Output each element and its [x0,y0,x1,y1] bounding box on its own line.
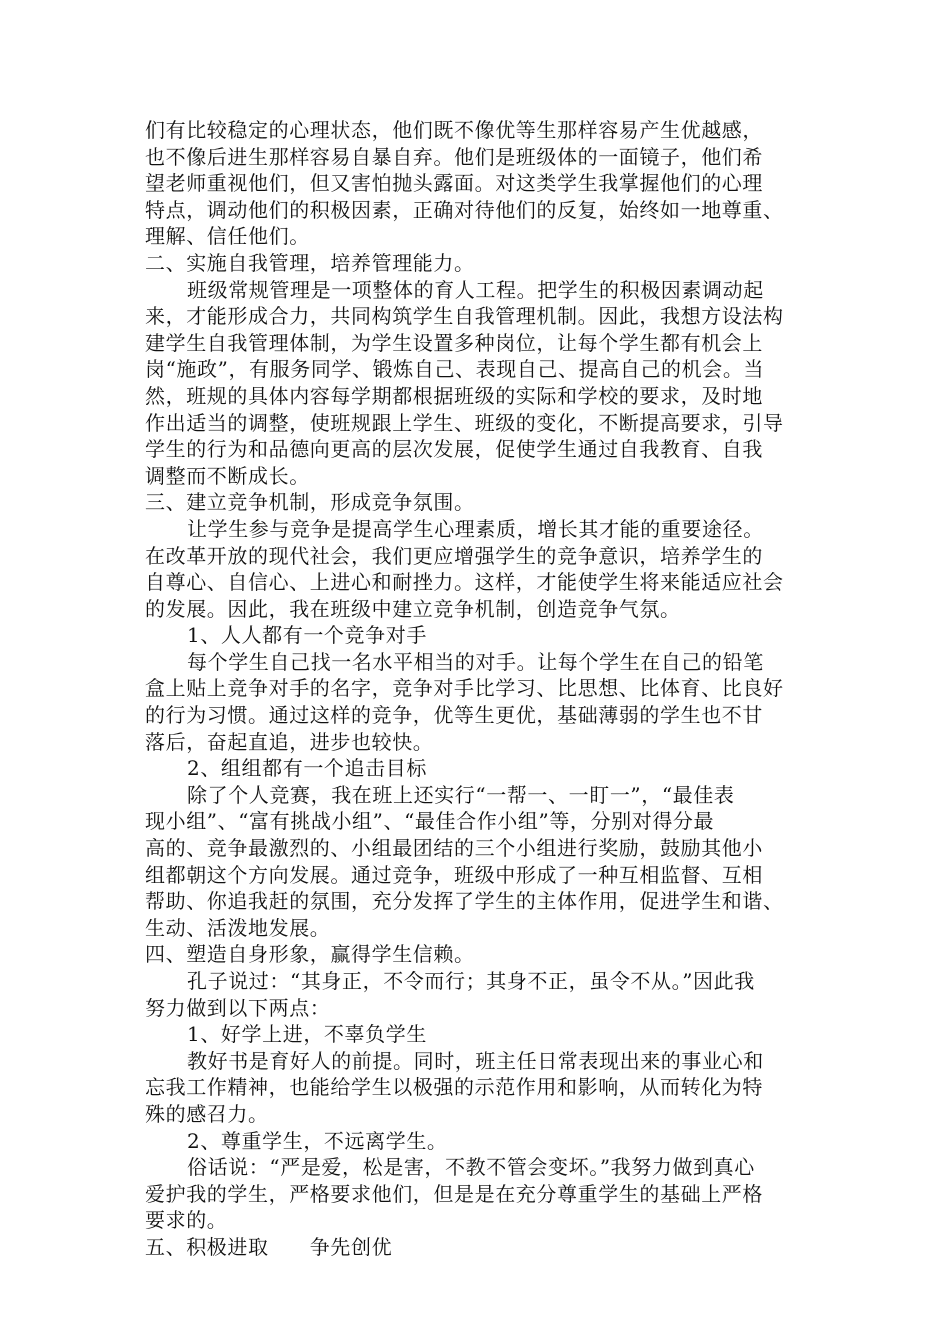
text-line: 望老师重视他们，但又害怕抛头露面。对这类学生我掌握他们的心理 [145,171,763,196]
text-line: 要求的。 [145,1208,228,1233]
text-line: 殊的感召力。 [145,1101,269,1126]
text-line: 努力做到以下两点： [145,995,331,1020]
section-heading: 五、积极进取 争先创优 [145,1234,393,1259]
text-line: 生动、活泼地发展。 [145,915,331,940]
section-heading: 二、实施自我管理，培养管理能力。 [145,250,475,275]
subsection-heading: 1、好学上进，不辜负学生 [187,1022,427,1047]
text-line: 学生的行为和品德向更高的层次发展，促使学生通过自我教育、自我 [145,437,763,462]
text-line: 班级常规管理是一项整体的育人工程。把学生的积极因素调动起 [187,277,764,302]
text-line: 让学生参与竞争是提高学生心理素质，增长其才能的重要途径。 [187,516,764,541]
text-line: 建学生自我管理体制，为学生设置多种岗位，让每个学生都有机会上 [145,330,763,355]
text-line: 高的、竞争最激烈的、小组最团结的三个小组进行奖励，鼓励其他小 [145,836,763,861]
subsection-heading: 2、尊重学生，不远离学生。 [187,1128,448,1153]
text-line: 理解、信任他们。 [145,224,310,249]
text-line: 俗话说：“严是爱，松是害，不教不管会变坏。”我努力做到真心 [187,1155,755,1180]
text-line: 除了个人竞赛，我在班上还实行“一帮一、一盯一”，“最佳表 [187,782,735,807]
text-line: 然，班规的具体内容每学期都根据班级的实际和学校的要求，及时地 [145,383,763,408]
text-line: 岗“施政”，有服务同学、锻炼自己、表现自己、提高自己的机会。当 [145,357,765,382]
text-line: 忘我工作精神，也能给学生以极强的示范作用和影响，从而转化为特 [145,1075,763,1100]
text-line: 作出适当的调整，使班规跟上学生、班级的变化，不断提高要求，引导 [145,410,784,435]
text-line: 每个学生自己找一名水平相当的对手。让每个学生在自己的铅笔 [187,649,764,674]
section-heading: 三、建立竞争机制，形成竞争氛围。 [145,490,475,515]
text-line: 的行为习惯。通过这样的竞争，优等生更优，基础薄弱的学生也不甘 [145,703,763,728]
section-heading: 四、塑造自身形象，赢得学生信赖。 [145,942,475,967]
text-line: 特点，调动他们的积极因素，正确对待他们的反复，始终如一地尊重、 [145,197,784,222]
text-line: 孔子说过：“其身正，不令而行；其身不正，虽令不从。”因此我 [187,969,755,993]
text-line: 自尊心、自信心、上进心和耐挫力。这样，才能使学生将来能适应社会 [145,570,784,595]
text-line: 的发展。因此，我在班级中建立竞争机制，创造竞争气氛。 [145,596,681,621]
document-body [145,117,815,1261]
text-line: 帮助、你追我赶的氛围，充分发挥了学生的主体作用，促进学生和谐、 [145,889,784,914]
subsection-heading: 1、人人都有一个竞争对手 [187,623,427,648]
text-line: 来，才能形成合力，共同构筑学生自我管理机制。因此，我想方设法构 [145,304,784,329]
subsection-heading: 2、组组都有一个追击目标 [187,756,427,781]
text-line: 们有比较稳定的心理状态，他们既不像优等生那样容易产生优越感， [145,118,763,142]
text-line: 盒上贴上竞争对手的名字，竞争对手比学习、比思想、比体育、比良好 [145,676,784,701]
text-line: 在改革开放的现代社会，我们更应增强学生的竞争意识，培养学生的 [145,543,763,568]
text-line: 现小组”、“富有挑战小组”、“最佳合作小组”等，分别对得分最 [145,809,715,834]
text-line: 爱护我的学生，严格要求他们，但是是在充分尊重学生的基础上严格 [145,1181,763,1206]
text-line: 调整而不断成长。 [145,463,310,488]
text-line: 教好书是育好人的前提。同时，班主任日常表现出来的事业心和 [187,1048,764,1073]
text-line: 组都朝这个方向发展。通过竞争，班级中形成了一种互相监督、互相 [145,862,763,887]
text-line: 落后，奋起直追，进步也较快。 [145,729,434,754]
text-line: 也不像后进生那样容易自暴自弃。他们是班级体的一面镜子，他们希 [145,144,763,169]
